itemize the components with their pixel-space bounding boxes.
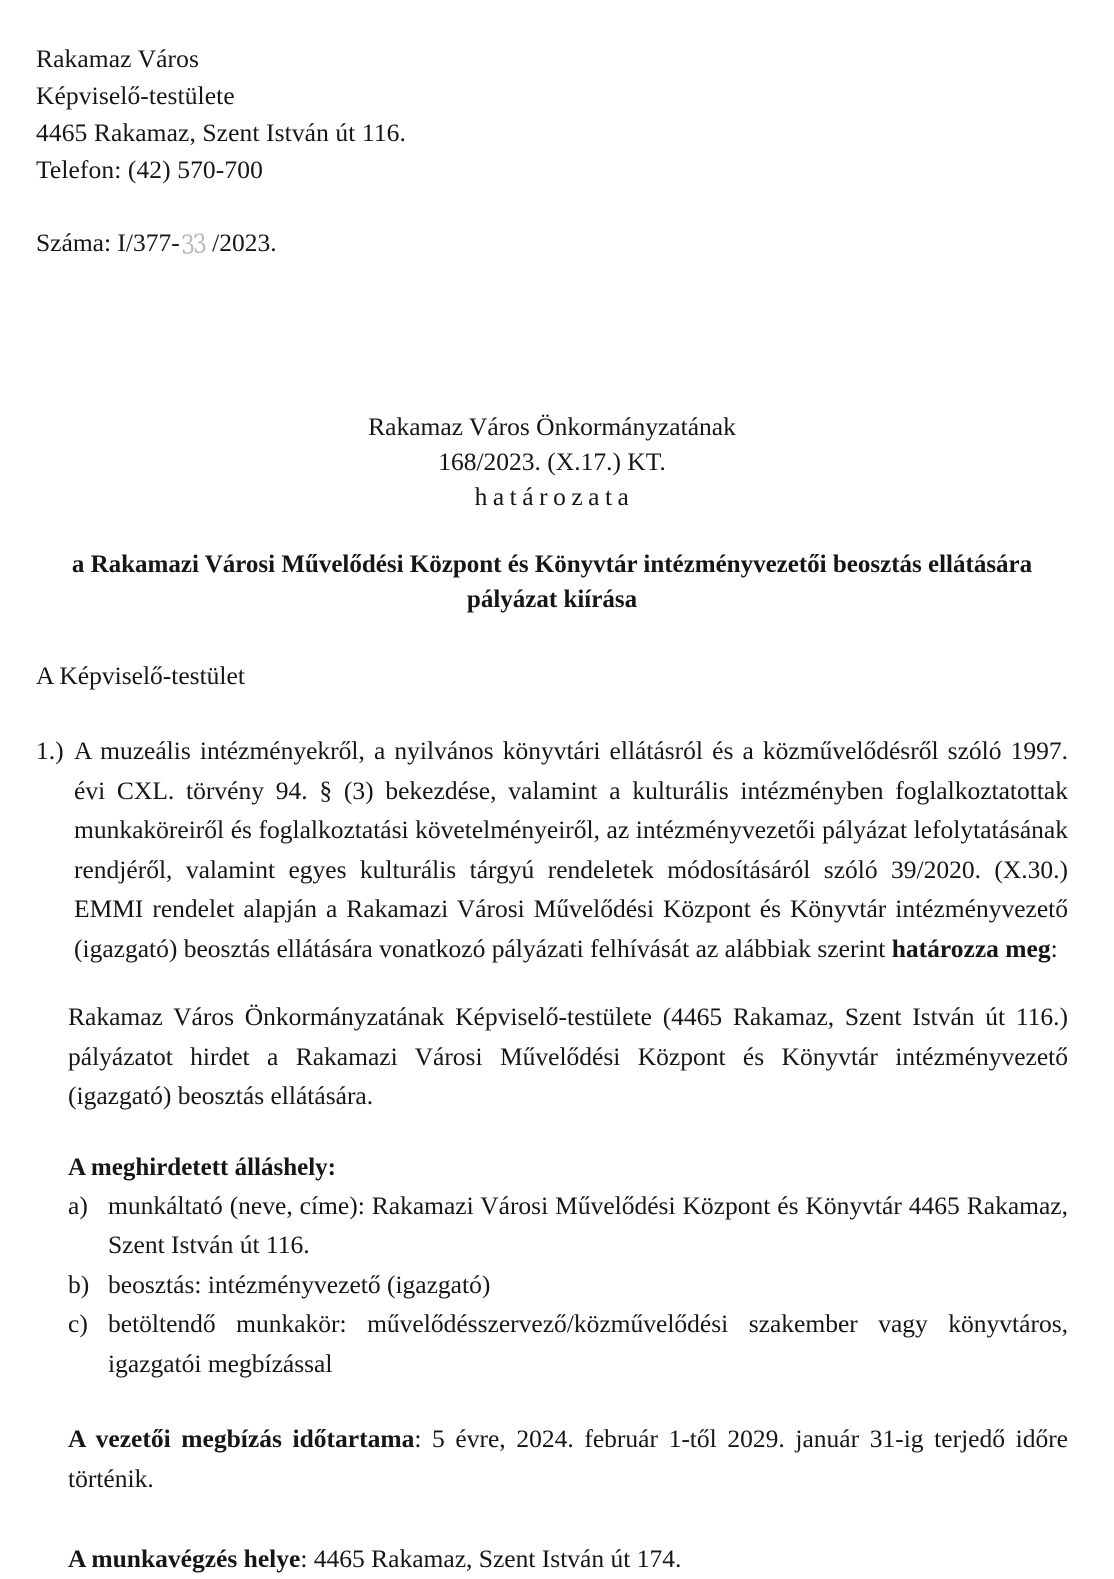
mandate-duration-value: : 5 évre, 2024. február 1-től 2029. január 31-ig terjedő időre történik. — [68, 1424, 1069, 1493]
list-item — [68, 1304, 1068, 1383]
list-item — [68, 1265, 1068, 1305]
list-item-marker: a) — [68, 1190, 88, 1220]
numbered-item-1-text: A muzeális intézményekről, a nyilvános könyvtári ellátásról és a közművelődésről szóló 1997. évi CXL. törvény 94. § (3) bekezdése, valamint a kulturális intézményben foglalkoztatottak munkaköreiről és foglalkoztatási követelményeiről, az intézményvezetői pályázat lefolytatásának rendjéről, valamint egyes kulturális tárgyú rendeletek módosításáról szóló 39/2020. (X.30.) EMMI rendelet alapján a Rakamazi Városi Művelődési Központ és Könyvtár intézményvezető (igazgató) beosztás ellátására vonatkozó pályázati felhívását az alábbiak szerint — [74, 736, 1068, 963]
reference-prefix: Száma: I/377- — [36, 228, 180, 257]
numbered-item-1-marker: 1.) — [36, 736, 64, 765]
list-item-marker: c) — [68, 1309, 88, 1338]
letterhead-body: Képviselő-testülete — [36, 81, 235, 110]
document-content — [36, 40, 1068, 1579]
mandate-duration — [68, 1419, 1068, 1498]
numbered-item-1-text-tail: : — [1050, 933, 1058, 963]
announcement-paragraph: Rakamaz Város Önkormányzatának Képviselő-testülete (4465 Rakamaz, Szent István út 116.) pályázatot hirdet a Rakamazi Városi Művelődési Központ és Könyvtár intézményvezető (igazgató) beosztás ellátására. — [68, 1002, 1068, 1110]
list-item-label: betöltendő munkakör: művelődésszervező/közművelődési szakember vagy könyvtáros, igazgatói megbízással — [108, 1309, 1068, 1378]
decision-title — [36, 409, 1068, 514]
list-item-marker: b) — [68, 1269, 90, 1299]
letterhead-organization: Rakamaz Város — [36, 44, 199, 73]
title-line-number: 168/2023. (X.17.) KT. — [438, 447, 666, 476]
mandate-duration-label: A vezetői megbízás időtartama — [68, 1424, 415, 1453]
position-heading: A meghirdetett álláshely: — [68, 1153, 337, 1181]
letterhead — [36, 40, 1068, 188]
workplace-location-value: : 4465 Rakamaz, Szent István út 174. — [300, 1544, 682, 1573]
list-item — [68, 1186, 1068, 1265]
list-item-label: munkáltató (neve, címe): Rakamazi Városi Művelődési Központ és Könyvtár 4465 Rakamaz, Szent István út 116. — [108, 1190, 1068, 1259]
intro-line: A Képviselő-testület — [36, 661, 245, 690]
numbered-item-1 — [36, 731, 1068, 968]
position-list — [68, 1186, 1068, 1384]
letterhead-phone: Telefon: (42) 570-700 — [36, 155, 263, 184]
reference-number — [36, 226, 1068, 263]
reference-suffix: /2023. — [205, 228, 277, 257]
letterhead-address: 4465 Rakamaz, Szent István út 116. — [36, 118, 406, 147]
handwritten-number: 33 — [179, 229, 206, 262]
decision-subtitle: a Rakamazi Városi Művelődési Központ és Könyvtár intézményvezetői beosztás ellátására pályázat kiírása — [71, 551, 1033, 613]
workplace-location — [68, 1539, 1068, 1579]
workplace-location-label: A munkavégzés helye — [68, 1544, 301, 1573]
title-line-organization: Rakamaz Város Önkormányzatának — [368, 412, 736, 441]
numbered-item-1-bold: határozza meg — [891, 933, 1051, 963]
title-line-hatarozata: határozata — [474, 482, 635, 511]
list-item-label: beosztás: intézményvezető (igazgató) — [108, 1269, 491, 1299]
